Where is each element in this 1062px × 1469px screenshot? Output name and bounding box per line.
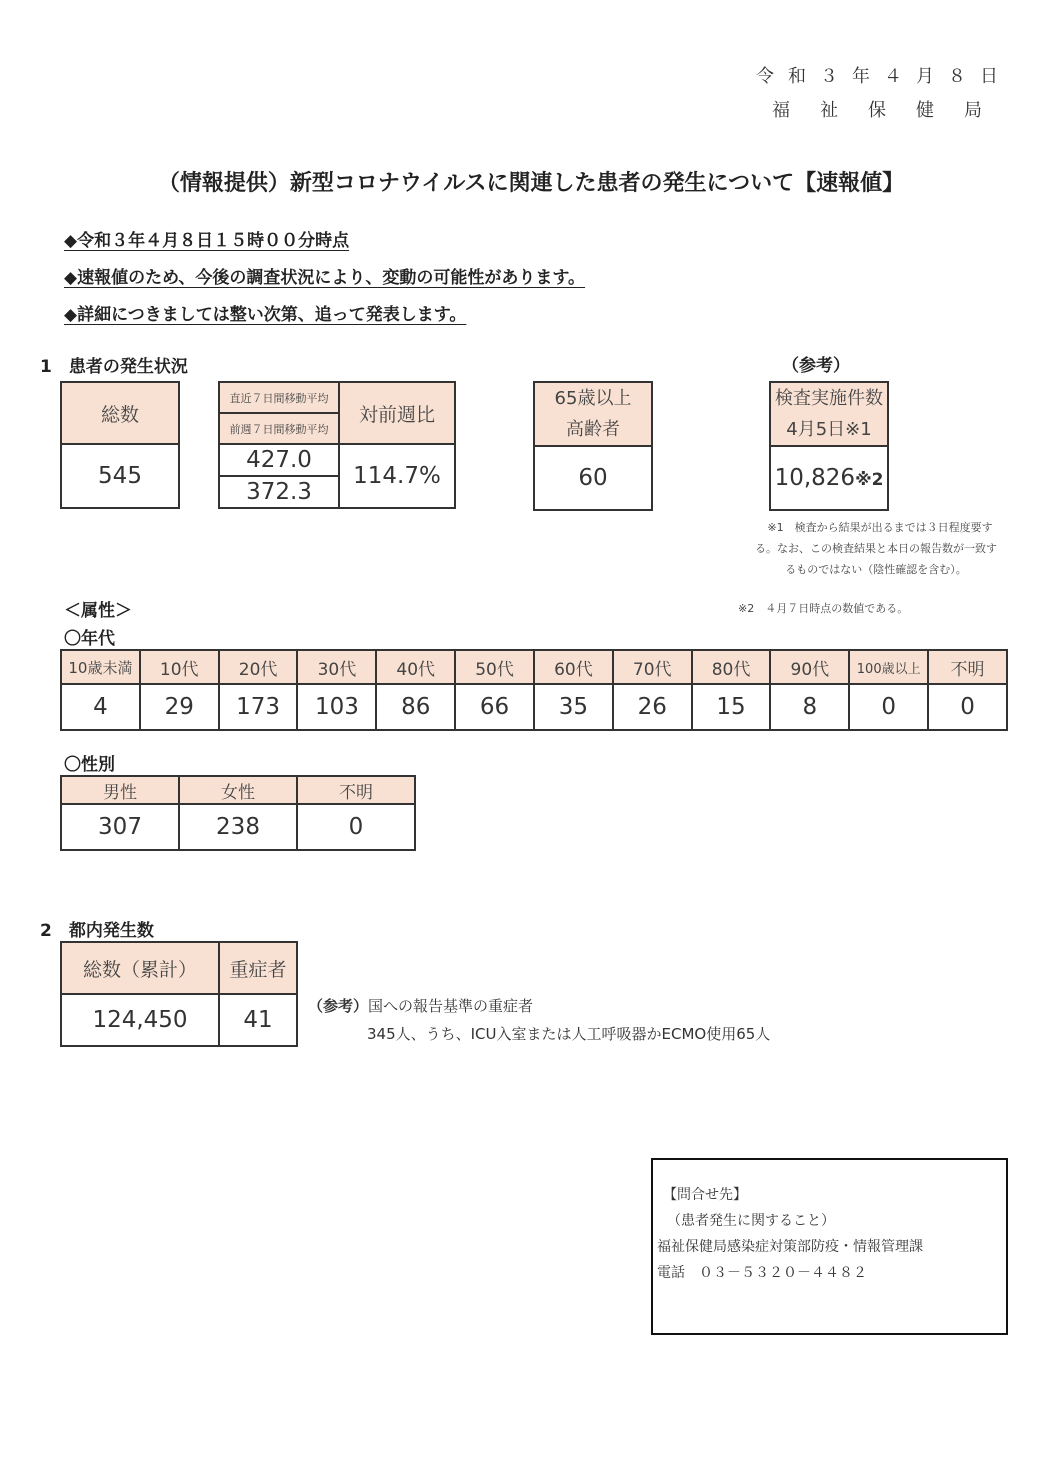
cumulative-total-value: 124,450 [61,994,219,1046]
recent-7day-avg-value: 427.0 [219,444,339,476]
age-group-value-0: 4 [61,684,140,730]
age-group-value-1: 29 [140,684,219,730]
tests-table [769,381,889,511]
moving-average-table [218,381,456,509]
age-group-label-2: 20代 [219,650,298,684]
total-cases-table [60,381,180,509]
age-group-value-3: 103 [297,684,376,730]
tests-note-mark: ※2 [855,470,884,490]
age-group-value-10: 0 [849,684,928,730]
gender-label-1: 女性 [179,776,297,804]
reference-label: （参考） [782,356,850,376]
bullet-timestamp: ◆令和３年４月８日１５時００分時点 [64,231,350,251]
age-group-label-10: 100歳以上 [849,650,928,684]
age-group-value-11: 0 [928,684,1007,730]
severe-reference-note [308,995,533,1016]
age-group-value-7: 26 [613,684,692,730]
issuing-organization: 福祉保健局 [772,100,1012,121]
age-group-label-8: 80代 [692,650,771,684]
contact-box [651,1158,1008,1335]
gender-value-1: 238 [179,804,297,850]
age-group-label-7: 70代 [613,650,692,684]
tests-footnote-1 [736,517,1016,580]
week-over-week-value: 114.7% [339,444,455,508]
tests-value: 10,826 [774,465,856,491]
attributes-heading: ＜属性＞ [64,601,132,621]
elderly-label-line1: 65歳以上 [554,388,632,409]
age-group-label-4: 40代 [376,650,455,684]
age-group-value-2: 173 [219,684,298,730]
gender-heading: 〇性別 [64,755,115,775]
elderly-table [533,381,653,511]
recent-7day-avg-label: 直近７日間移動平均 [219,382,339,413]
age-group-label-6: 60代 [534,650,613,684]
gender-table [60,775,416,851]
gender-value-0: 307 [61,804,179,850]
cumulative-table [60,941,298,1047]
age-group-value-6: 35 [534,684,613,730]
section2-heading: 2 都内発生数 [40,921,154,941]
document-date: 令和３年４月８日 [756,66,1012,87]
age-group-label-1: 10代 [140,650,219,684]
contact-department: 福祉保健局感染症対策部防疫・情報管理課 [657,1239,923,1255]
age-group-label-3: 30代 [297,650,376,684]
gender-label-2: 不明 [297,776,415,804]
age-group-value-8: 15 [692,684,771,730]
total-cases-value: 545 [61,444,179,508]
tests-label-line2: 4月5日※1 [786,419,872,440]
severe-reference-line1: 国への報告基準の重症者 [368,997,534,1015]
elderly-label [534,382,652,446]
footnote-1-line2: る。なお、この検査結果と本日の報告数が一致す [755,542,997,555]
bullet-preliminary-notice: ◆速報値のため、今後の調査状況により、変動の可能性があります。 [64,268,586,288]
age-group-value-4: 86 [376,684,455,730]
contact-phone: 電話 ０３－５３２０－４４８２ [657,1265,867,1281]
bullet-details-notice: ◆詳細につきましては整い次第、追って発表します。 [64,305,467,325]
tests-label-line1: 検査実施件数 [775,388,883,409]
age-group-label-5: 50代 [455,650,534,684]
severe-reference-line2: 345人、うち、ICU入室または人工呼吸器かECMO使用65人 [367,1025,771,1043]
age-group-label-11: 不明 [928,650,1007,684]
age-group-label-0: 10歳未満 [61,650,140,684]
severe-cases-label: 重症者 [219,942,297,994]
tests-footnote-2: ※2 ４月７日時点の数値である。 [738,602,909,615]
elderly-label-line2: 高齢者 [566,419,620,440]
gender-value-2: 0 [297,804,415,850]
total-cases-label: 総数 [61,382,179,444]
contact-heading: 【問合せ先】 [663,1187,747,1203]
age-group-label-9: 90代 [770,650,849,684]
age-group-value-5: 66 [455,684,534,730]
tests-label [770,382,888,446]
severe-cases-value: 41 [219,994,297,1046]
section1-heading: 1 患者の発生状況 [40,357,188,377]
week-over-week-label: 対前週比 [339,382,455,444]
footnote-1-line1: ※1 検査から結果が出るまでは３日程度要す [767,521,993,534]
previous-7day-avg-value: 372.3 [219,476,339,508]
age-distribution-table [60,649,1008,731]
gender-label-0: 男性 [61,776,179,804]
age-heading: 〇年代 [64,629,115,649]
contact-topic: （患者発生に関すること） [667,1213,835,1229]
tests-value-cell [770,446,888,510]
age-group-value-9: 8 [770,684,849,730]
cumulative-total-label: 総数（累計） [61,942,219,994]
previous-7day-avg-label: 前週７日間移動平均 [219,413,339,444]
elderly-value: 60 [534,446,652,510]
footnote-1-line3: るものではない（陰性確認を含む）。 [785,563,967,576]
document-title: （情報提供）新型コロナウイルスに関連した患者の発生について【速報値】 [157,171,905,196]
severe-reference-label: （参考） [308,997,369,1015]
